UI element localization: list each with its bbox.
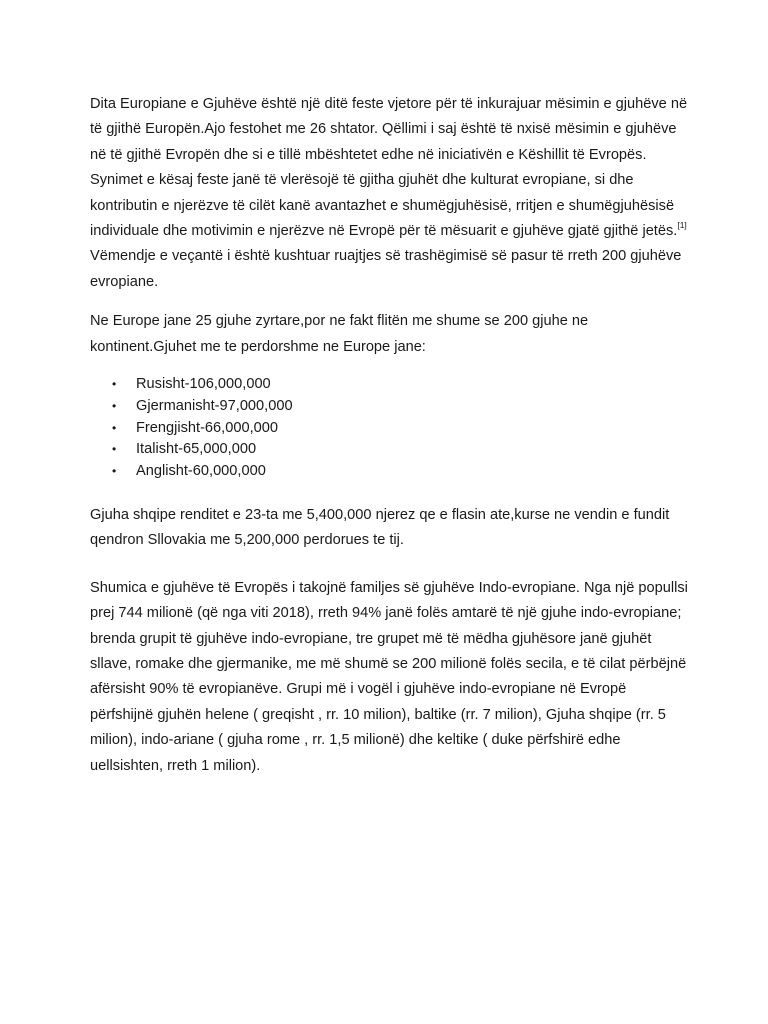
bullet-icon: • <box>112 420 117 435</box>
paragraph-official-languages: Ne Europe jane 25 gjuhe zyrtare,por ne fakt flitën me shume se 200 gjuhe ne kontinent.Gjuhet me te perdorshme ne Europe jane: <box>90 313 589 355</box>
list-item <box>90 396 690 418</box>
paragraph-intro <box>90 92 690 295</box>
list-item <box>90 439 690 461</box>
bullet-icon: • <box>112 464 117 479</box>
list-item <box>90 374 690 396</box>
list-item-text: Italisht-65,000,000 <box>136 441 257 458</box>
footnote-link[interactable]: [1] <box>677 220 687 231</box>
document-body <box>90 92 690 793</box>
paragraph-intro-text: Dita Europiane e Gjuhëve është një ditë feste vjetore për të inkurajuar mësimin e gjuhëve në të gjithë Europën.Ajo festohet me 26 shtator. Qëllimi i saj është të nxisë mësimin e gjuhëve në të gjithë Evropën dhe si e tillë mbështetet edhe në iniciativën e Këshillit të Evropës. Synimet e kësaj feste janë të vlerësojë të gjitha gjuhët dhe kulturat evropiane, si dhe kontributin e njerëzve të cilët kanë avantazhet e shumëgjuhësisë, rritjen e shumëgjuhësisë individuale dhe motivimin e njerëzve në Evropë për të mësuarit e gjuhëve gjatë gjithë jetës. <box>90 96 688 240</box>
bullet-icon: • <box>112 398 117 413</box>
languages-list <box>90 374 690 483</box>
paragraph-albanian-rank: Gjuha shqipe renditet e 23-ta me 5,400,000 njerez qe e flasin ate,kurse ne vendin e fundit qendron Sllovakia me 5,200,000 perdorues te tij. <box>90 507 670 549</box>
list-item <box>90 461 690 483</box>
bullet-icon: • <box>112 377 117 392</box>
paragraph-intro-continuation: Vëmendje e veçantë i është kushtuar ruajtjes së trashëgimisë së pasur të rreth 200 gjuhëve evropiane. <box>90 248 682 290</box>
list-item <box>90 418 690 440</box>
bullet-icon: • <box>112 442 117 457</box>
list-item-text: Rusisht-106,000,000 <box>136 376 271 393</box>
list-item-text: Frengjisht-66,000,000 <box>136 419 278 436</box>
paragraph-indo-european: Shumica e gjuhëve të Evropës i takojnë familjes së gjuhëve Indo-evropiane. Nga një popullsi prej 744 milionë (që nga viti 2018), rreth 94% janë folës amtarë të një gjuhe indo-evropiane; brenda grupit të gjuhëve indo-evropiane, tre grupet më të mëdha gjuhësore janë gjuhët sllave, romake dhe gjermanike, me më shumë se 200 milionë folës secila, e të cilat përbëjnë afërsisht 90% të evropianëve. Grupi më i vogël i gjuhëve indo-evropiane në Evropë përfshijnë gjuhën helene ( greqisht , rr. 10 milion), baltike (rr. 7 milion), Gjuha shqipe (rr. 5 milion), indo-ariane ( gjuha rome , rr. 1,5 milionë) dhe keltike ( duke përfshirë edhe uellsishten, rreth 1 milion). <box>90 579 688 774</box>
list-item-text: Gjermanisht-97,000,000 <box>136 397 293 414</box>
list-item-text: Anglisht-60,000,000 <box>136 463 266 480</box>
